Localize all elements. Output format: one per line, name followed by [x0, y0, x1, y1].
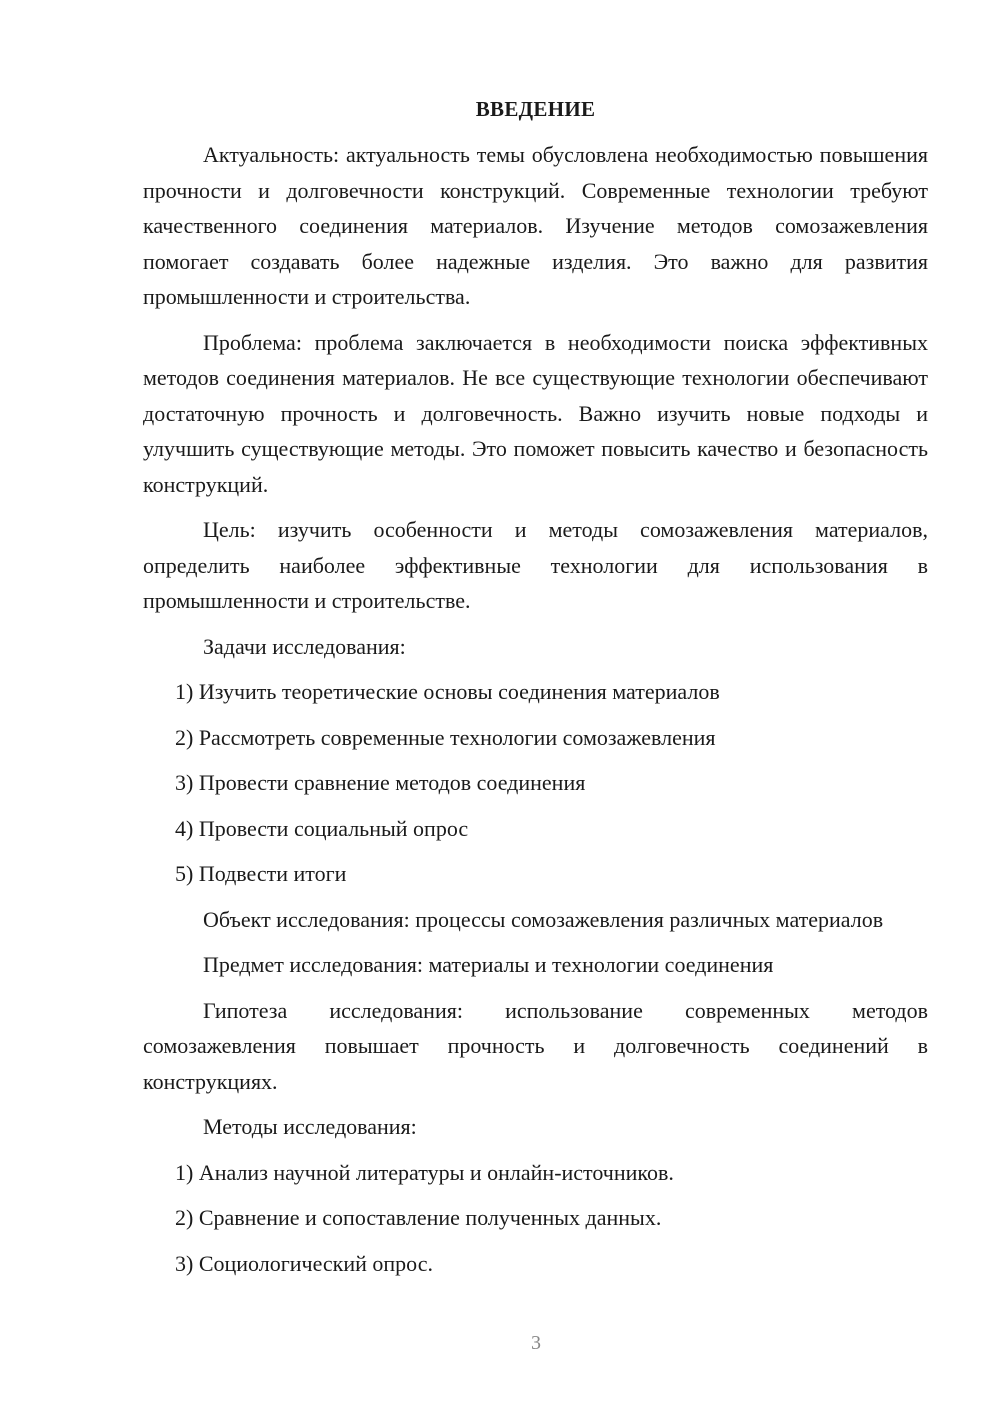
- method-item: 3) Социологический опрос.: [175, 1250, 433, 1276]
- task-item: 2) Рассмотреть современные технологии сомозажевления: [175, 724, 716, 750]
- tasks-heading: Задачи исследования:: [203, 633, 406, 659]
- methods-heading: Методы исследования:: [203, 1114, 417, 1139]
- method-item: 1) Анализ научной литературы и онлайн-источников.: [175, 1159, 674, 1185]
- task-item: 4) Провести социальный опрос: [175, 815, 469, 841]
- page-title: ВВЕДЕНИЕ: [475, 97, 596, 121]
- task-item: 3) Провести сравнение методов соединения: [175, 770, 586, 795]
- relevance-paragraph: Актуальность: актуальность темы обусловлена необходимостью повышения прочности и долговечности конструкций. Современные технологии требуют качественного соединения материалов. Изучение методов сомозажевления помогает создавать более надежные изделия. Это важно для развития промышленности и строительства.: [143, 142, 928, 309]
- page-content: [143, 95, 928, 1291]
- object-paragraph: Объект исследования: процессы сомозажевления различных материалов: [203, 906, 884, 932]
- page-number: 3: [531, 1332, 541, 1354]
- hypothesis-paragraph: Гипотеза исследования: использование современных методов сомозажевления повышает прочность и долговечность соединений в конструкциях.: [143, 997, 928, 1094]
- task-item: 5) Подвести итоги: [175, 861, 347, 886]
- tasks-list: [143, 674, 928, 892]
- goal-paragraph: Цель: изучить особенности и методы сомозажевления материалов, определить наиболее эффективные технологии для использования в промышленности и строительстве.: [143, 517, 928, 613]
- task-item: 1) Изучить теоретические основы соединения материалов: [175, 679, 720, 704]
- subject-paragraph: Предмет исследования: материалы и технологии соединения: [203, 952, 774, 977]
- problem-paragraph: Проблема: проблема заключается в необходимости поиска эффективных методов соединения материалов. Не все существующие технологии обеспечивают достаточную прочность и долговечность. Важно изучить новые подходы и улучшить существующие методы. Это поможет повысить качество и безопасность конструкций.: [143, 329, 928, 497]
- methods-list: [143, 1155, 928, 1282]
- method-item: 2) Сравнение и сопоставление полученных данных.: [175, 1205, 662, 1230]
